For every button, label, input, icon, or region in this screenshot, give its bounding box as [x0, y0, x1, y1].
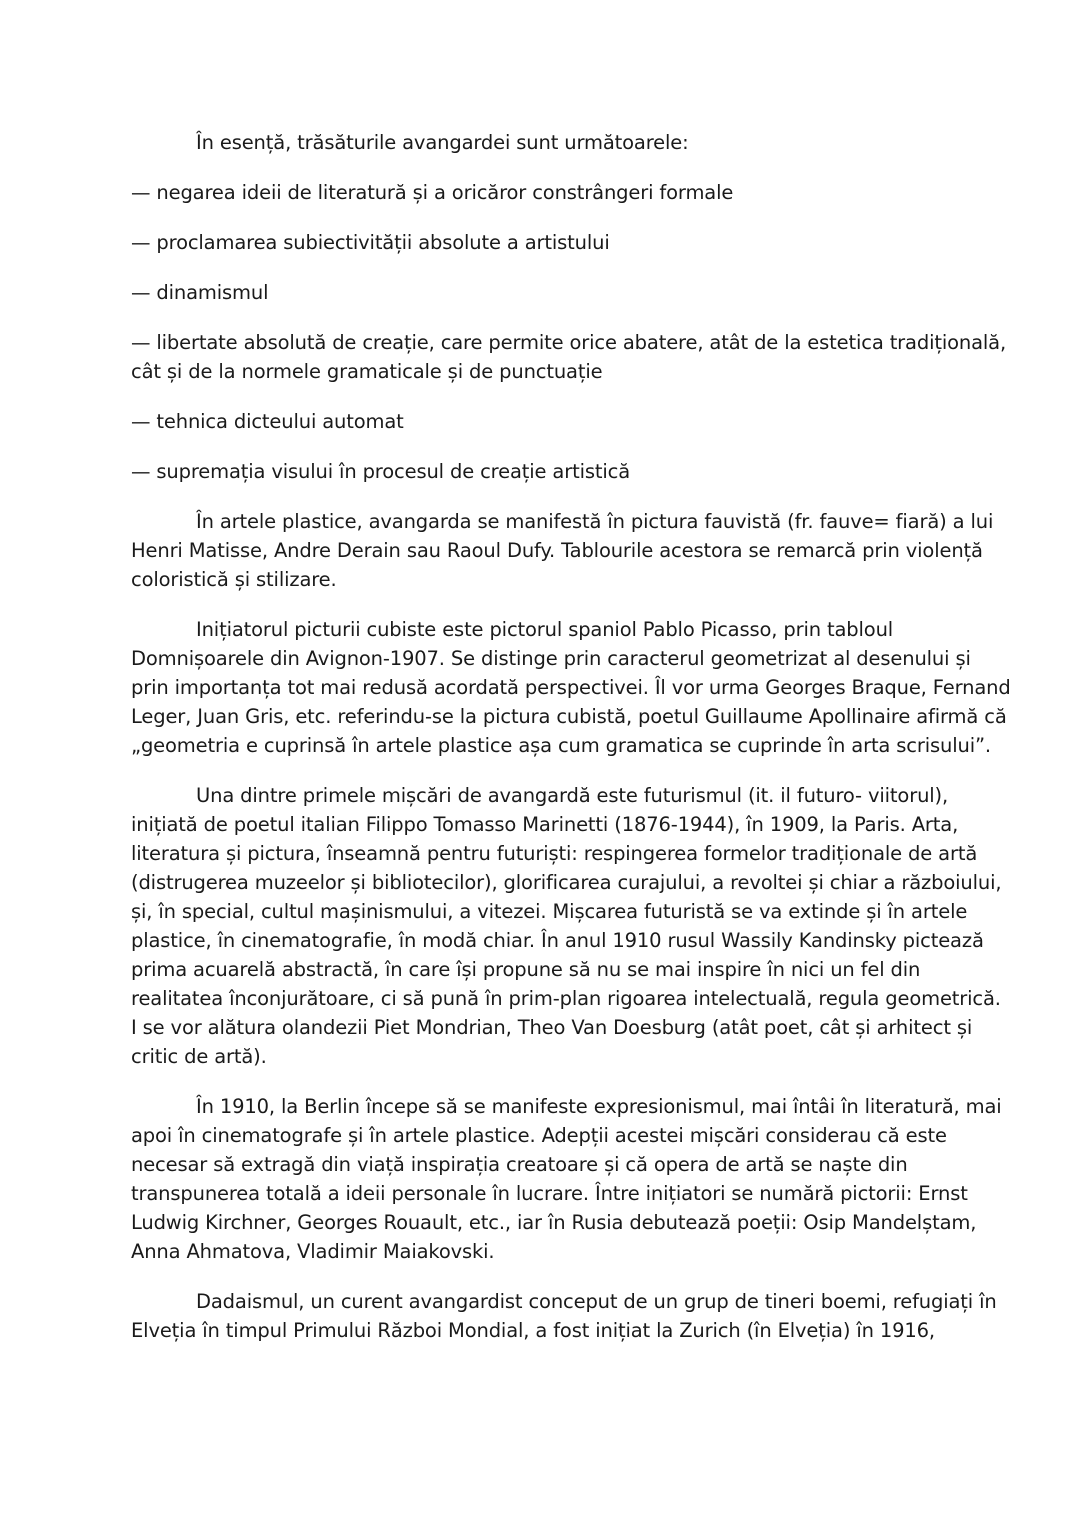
paragraph-futurism: Una dintre primele mișcări de avangardă este futurismul (it. il futuro- viitorul), inițiată de poetul italian Filippo Tomasso Marinetti (1876-1944), în 1909, la Paris. Arta, literatura și pictura, înseamnă pentru futuriști: respingerea formelor tradiționale de artă (distrugerea muzeelor și bibliotecilor), glorificarea curajului, a revoltei și chiar a războiului, și, în special, cultul mașinismului, a vitezei. Mișcarea futuristă se va extinde și în artele plastice, în cinematografie, în modă chiar. În anul 1910 rusul Wassily Kandinsky pictează prima acuarelă abstractă, în care își propune să nu se mai inspire în nici un fel din realitatea înconjurătoare, ci să pună în prim-plan rigoarea intelectuală, regula geometrică. I se vor alătura olandezii Piet Mondrian, Theo Van Doesburg (atât poet, cât și arhitect și critic de artă).: [131, 784, 1002, 1068]
document-page: [131, 128, 1011, 1366]
list-item: — libertate absolută de creație, care permite orice abatere, atât de la estetica tradițională, cât și de la normele gramaticale și de punctuație: [131, 331, 1007, 383]
list-item: — proclamarea subiectivității absolute a artistului: [131, 231, 610, 254]
list-item: — tehnica dicteului automat: [131, 410, 404, 433]
list-item: — supremația visului în procesul de creație artistică: [131, 460, 630, 483]
list-item: — dinamismul: [131, 281, 269, 304]
paragraph-cubism: Inițiatorul picturii cubiste este pictorul spaniol Pablo Picasso, prin tabloul Domnișoarele din Avignon-1907. Se distinge prin caracterul geometrizat al desenului și prin importanța tot mai redusă acordată perspectivei. Îl vor urma Georges Braque, Fernand Leger, Juan Gris, etc. referindu-se la pictura cubistă, poetul Guillaume Apollinaire afirmă că „geometria e cuprinsă în artele plastice așa cum gramatica se cuprinde în arta scrisului”.: [131, 618, 1011, 757]
intro-paragraph: În esență, trăsăturile avangardei sunt următoarele:: [196, 131, 689, 154]
paragraph-expressionism: În 1910, la Berlin începe să se manifeste expresionismul, mai întâi în literatură, mai apoi în cinematografe și în artele plastice. Adepții acestei mișcări considerau că este necesar să extragă din viață inspirația creatoare și că opera de artă se naște din transpunerea totală a ideii personale în lucrare. Între inițiatori se numără pictorii: Ernst Ludwig Kirchner, Georges Rouault, etc., iar în Rusia debutează poeții: Osip Mandelștam, Anna Ahmatova, Vladimir Maiakovski.: [131, 1095, 1002, 1263]
paragraph-dadaism: Dadaismul, un curent avangardist conceput de un grup de tineri boemi, refugiați în Elveția în timpul Primului Război Mondial, a fost inițiat la Zurich (în Elveția) în 1916,: [131, 1290, 997, 1342]
list-item: — negarea ideii de literatură și a oricăror constrângeri formale: [131, 181, 734, 204]
paragraph-fauvism: În artele plastice, avangarda se manifestă în pictura fauvistă (fr. fauve= fiară) a lui Henri Matisse, Andre Derain sau Raoul Dufy. Tablourile acestora se remarcă prin violență coloristică și stilizare.: [131, 510, 994, 591]
